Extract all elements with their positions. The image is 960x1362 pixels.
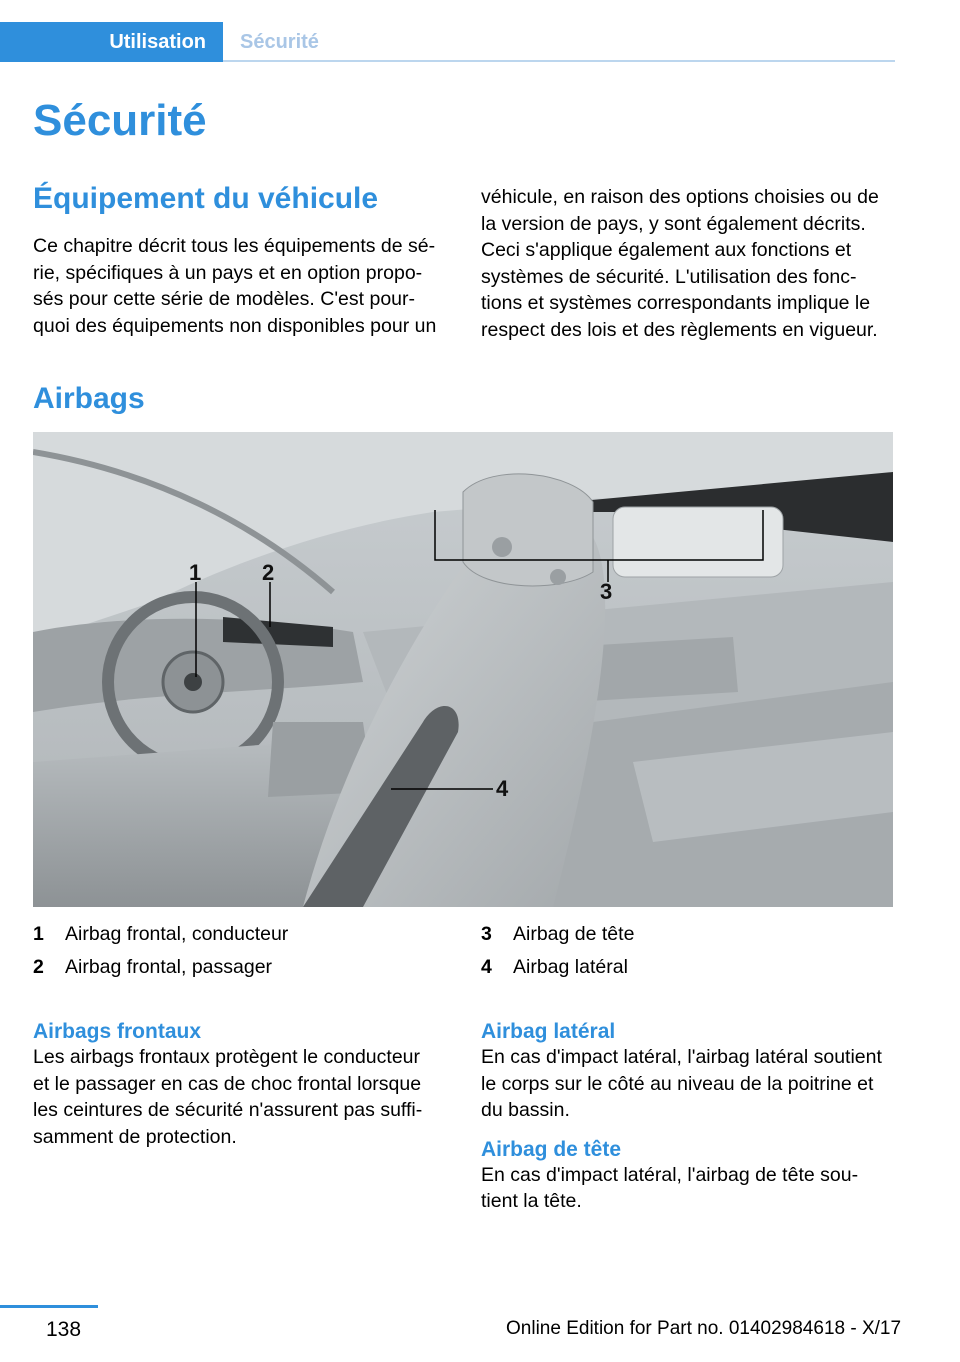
intro-line: la version de pays, y sont également décrits.: [481, 212, 866, 235]
airbags-heading: Airbags: [33, 382, 145, 415]
legend-item: [481, 918, 634, 951]
legend-item: [33, 951, 288, 984]
lateral-line: du bassin.: [481, 1099, 570, 1121]
page-number: 138: [46, 1318, 82, 1341]
callout-2: 2: [262, 560, 275, 585]
vehicle-intro-right: [481, 184, 901, 343]
callout-3: 3: [600, 579, 613, 604]
intro-line: véhicule, en raison des options choisies ou de: [481, 186, 879, 208]
intro-line: Ceci s'applique également aux fonctions et: [481, 239, 852, 261]
head-line: tient la tête.: [481, 1190, 582, 1212]
frontal-line: samment de protection.: [33, 1125, 237, 1148]
legend-number: 3: [481, 923, 492, 945]
frontal-line: les ceintures de sécurité n'assurent pas suffi-: [33, 1099, 423, 1121]
tab-securite[interactable]: Sécurité: [240, 30, 319, 53]
legend-label: Airbag latéral: [513, 956, 628, 978]
frontal-line: Les airbags frontaux protègent le conducteur: [33, 1046, 421, 1068]
legend-item: [33, 918, 288, 951]
head-airbag-heading: Airbag de tête: [481, 1137, 622, 1161]
legend-right: [481, 918, 634, 984]
page-title: Sécurité: [33, 96, 207, 145]
legend-label: Airbag de tête: [513, 923, 635, 945]
lateral-airbag-heading: Airbag latéral: [481, 1020, 616, 1043]
callout-1: 1: [189, 560, 202, 585]
vehicle-equipment-heading: Équipement du véhicule: [33, 182, 379, 215]
callout-4: 4: [496, 776, 509, 801]
header-tabs: [0, 22, 895, 62]
legend-item: [481, 951, 634, 984]
intro-line: systèmes de sécurité. L'utilisation des fonc-: [481, 265, 857, 288]
tab-underline: [223, 60, 895, 62]
intro-line: Ce chapitre décrit tous les équipements de sé-: [33, 235, 436, 257]
legend-label: Airbag frontal, passager: [65, 956, 273, 978]
intro-line: sés pour cette série de modèles. C'est pour-: [33, 288, 415, 310]
legend-label: Airbag frontal, conducteur: [65, 923, 289, 945]
tab-utilisation[interactable]: Utilisation: [0, 22, 223, 62]
head-line: En cas d'impact latéral, l'airbag de tête sou-: [481, 1163, 859, 1186]
frontal-airbags-heading: Airbags frontaux: [33, 1020, 202, 1043]
legend-number: 4: [481, 956, 492, 978]
car-interior-airbag-illustration: [33, 432, 893, 907]
legend-number: 1: [33, 923, 44, 945]
lateral-head-airbags-section: [481, 1020, 901, 1215]
legend-number: 2: [33, 956, 44, 978]
frontal-line: et le passager en cas de choc frontal lorsque: [33, 1072, 422, 1095]
intro-line: respect des lois et des règlements en vigueur.: [481, 318, 878, 341]
footer-rule: [0, 1305, 98, 1308]
vehicle-intro-left: [33, 233, 453, 339]
edition-note: Online Edition for Part no. 01402984618 - X/17: [506, 1318, 902, 1339]
lateral-line: En cas d'impact latéral, l'airbag latéral soutient: [481, 1046, 882, 1068]
intro-line: rie, spécifiques à un pays et en option propo-: [33, 261, 423, 284]
intro-line: tions et systèmes correspondants implique le: [481, 292, 871, 314]
frontal-airbags-section: [33, 1020, 453, 1150]
lateral-line: le corps sur le côté au niveau de la poitrine et: [481, 1072, 874, 1095]
intro-line: quoi des équipements non disponibles pour un: [33, 314, 437, 337]
legend-left: [33, 918, 288, 984]
